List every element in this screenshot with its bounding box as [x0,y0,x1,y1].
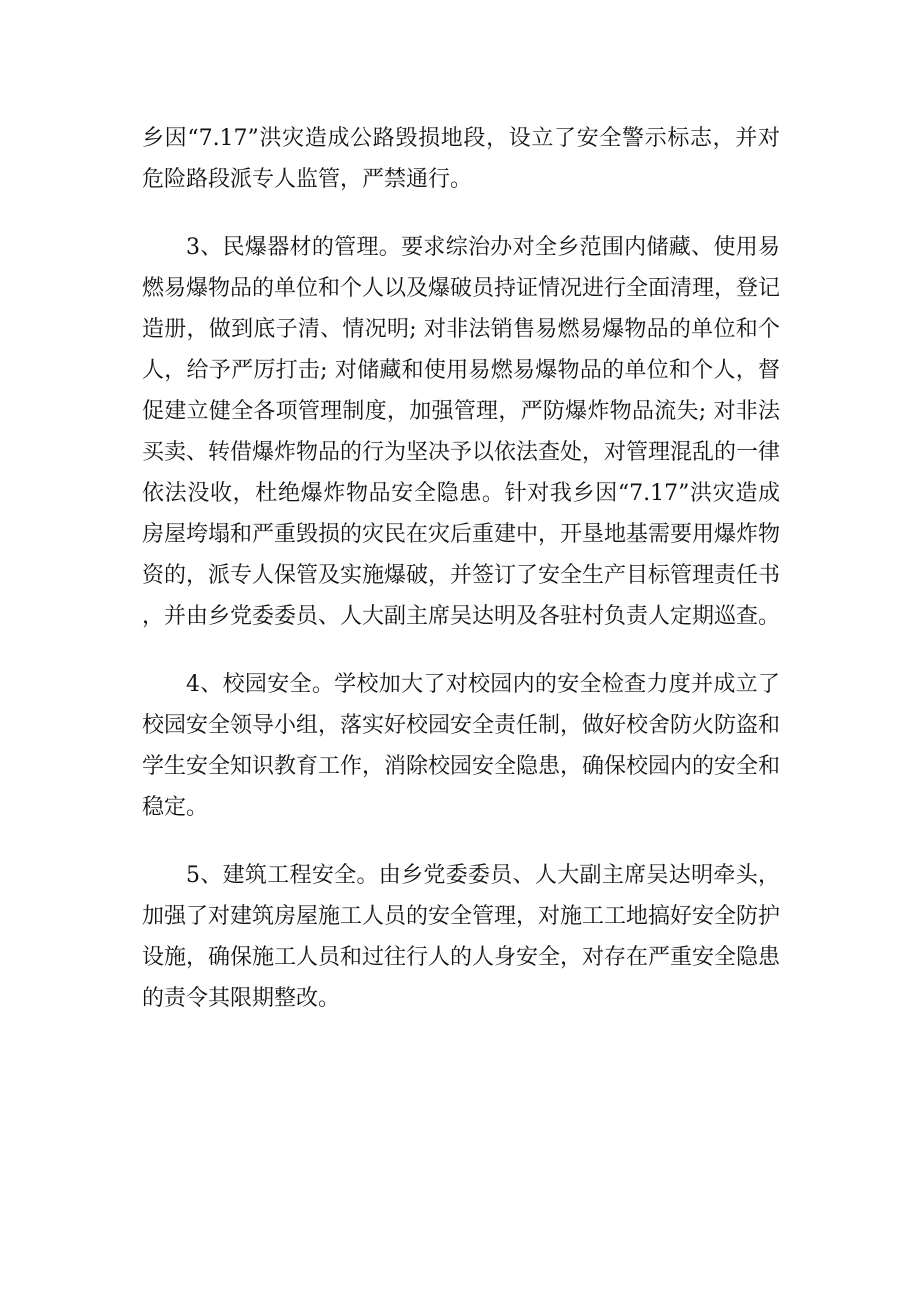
paragraph-item-3: 3、民爆器材的管理。要求综治办对全乡范围内储藏、使用易燃易爆物品的单位和个人以及爆破员持证情况进行全面清理，登记造册，做到底子清、情况明; 对非法销售易燃易爆物品的单位和个人，给予严厉打击; 对储藏和使用易燃易爆物品的单位和个人，督促建立健全各项管理制度，加强管理，严防爆炸物品流失; 对非法买卖、转借爆炸物品的行为坚决予以依法查处，对管理混乱的一律依法没收，杜绝爆炸物品安全隐患。针对我乡因“7.17”洪灾造成房屋垮塌和严重毁损的灾民在灾后重建中，开垦地基需要用爆炸物资的，派专人保管及实施爆破，并签订了安全生产目标管理责任书，并由乡党委委员、人大副主席吴达明及各驻村负责人定期巡查。 [142,235,781,629]
paragraph-item-5: 5、建筑工程安全。由乡党委委员、人大副主席吴达明牵头，加强了对建筑房屋施工人员的安全管理，对施工工地搞好安全防护设施，确保施工人员和过往行人的人身安全，对存在严重安全隐患的责令其限期整改。 [142,863,781,1011]
paragraph-item-4: 4、校园安全。学校加大了对校园内的安全检查力度并成立了校园安全领导小组，落实好校园安全责任制，做好校舍防火防盗和学生安全知识教育工作，消除校园安全隐患，确保校园内的安全和稳定。 [142,672,781,820]
paragraph-continued: 乡因“7.17”洪灾造成公路毁损地段，设立了安全警示标志，并对危险路段派专人监管，严禁通行。 [142,126,780,192]
document-body [142,118,780,1046]
